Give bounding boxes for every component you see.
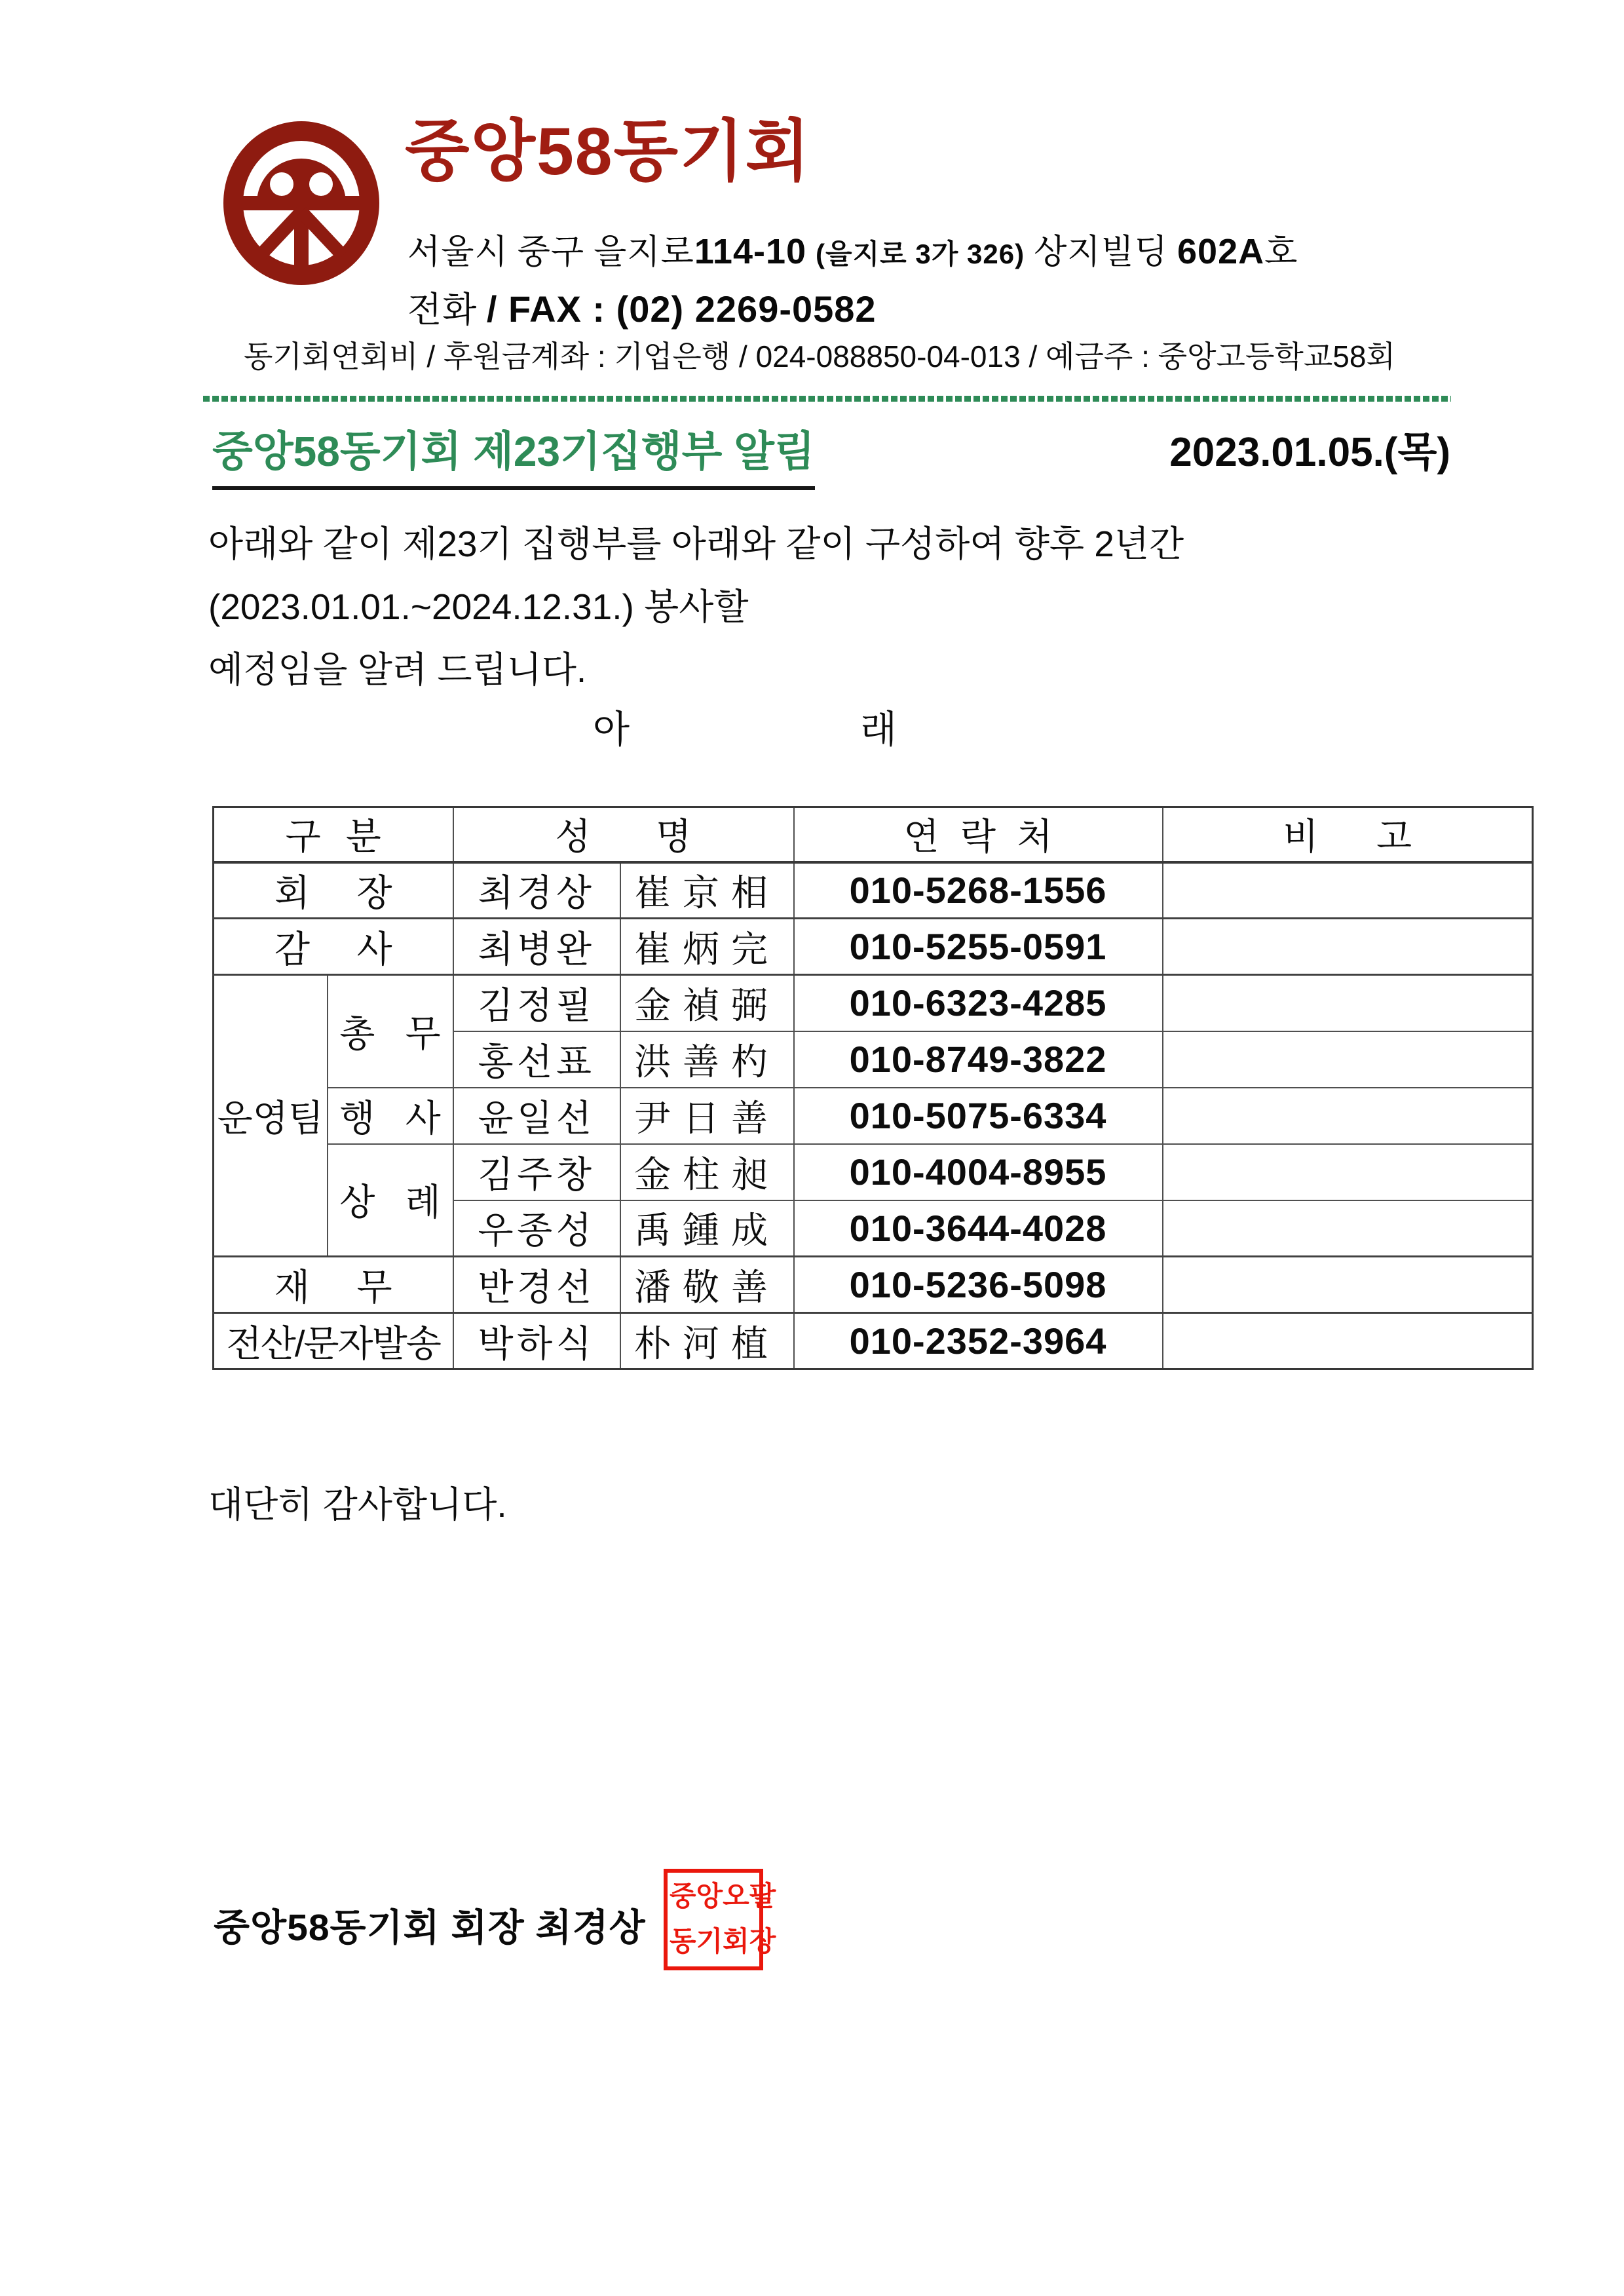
phone-label: 전화 xyxy=(407,290,478,330)
table-row-auditor xyxy=(214,919,1533,975)
seal-char: 앙 xyxy=(696,1882,723,1913)
cell-name-kor: 박하식 xyxy=(453,1313,620,1369)
table-row-haengsa xyxy=(214,1088,1533,1144)
cell-phone: 010-4004-8955 xyxy=(794,1144,1163,1200)
cell-name-hanja: 崔京相 xyxy=(620,862,794,919)
org-title-part1: 중앙 xyxy=(405,115,537,189)
cell-name-hanja: 洪善杓 xyxy=(620,1031,794,1088)
cell-role: 감 사 xyxy=(214,919,453,975)
header-gubun: 구 분 xyxy=(214,807,453,862)
notice-body-line-1: 아래와 같이 제23기 집행부를 아래와 같이 구성하여 향후 2년간 (2023.01.01.~2024.12.31.) 봉사할 xyxy=(208,524,1184,627)
cell-note xyxy=(1163,1144,1533,1200)
seal-char: 오 xyxy=(723,1882,749,1913)
phone-fax-line xyxy=(407,282,877,332)
cell-note xyxy=(1163,862,1533,919)
school-emblem-icon xyxy=(221,120,382,286)
cell-name-kor: 윤일선 xyxy=(453,1088,620,1144)
cell-phone: 010-6323-4285 xyxy=(794,975,1163,1031)
cell-role: 회 장 xyxy=(214,862,453,919)
cell-name-hanja: 金柱昶 xyxy=(620,1144,794,1200)
table-header-row xyxy=(214,807,1533,862)
cell-name-kor: 최경상 xyxy=(453,862,620,919)
table-row-treasurer xyxy=(214,1257,1533,1313)
header-note: 비 고 xyxy=(1163,807,1533,862)
cell-name-hanja: 朴河植 xyxy=(620,1313,794,1369)
address-paren: (을지로 3가 326) xyxy=(816,239,1025,269)
address-line xyxy=(407,231,1298,273)
signature-part1: 중앙 xyxy=(214,1907,288,1949)
cell-phone: 010-2352-3964 xyxy=(794,1313,1163,1369)
closing-text: 대단히 감사합니다. xyxy=(208,1484,507,1525)
cell-note xyxy=(1163,1088,1533,1144)
notice-body xyxy=(208,512,1466,701)
executive-table xyxy=(212,806,1534,1370)
school-emblem-svg xyxy=(221,120,382,286)
cell-name-kor: 홍선표 xyxy=(453,1031,620,1088)
cell-phone: 010-5075-6334 xyxy=(794,1088,1163,1144)
table-row-sangrye-1 xyxy=(214,1144,1533,1200)
table-row-president xyxy=(214,862,1533,919)
cell-role: 전산/문자발송 xyxy=(214,1313,453,1369)
cell-name-hanja: 潘敬善 xyxy=(620,1257,794,1313)
below-label-right: 래 xyxy=(860,708,897,751)
cell-name-kor: 반경선 xyxy=(453,1257,620,1313)
seal-char: 팔 xyxy=(749,1882,776,1913)
cell-name-kor: 최병완 xyxy=(453,919,620,975)
org-title-number: 58 xyxy=(537,114,614,189)
seal-char: 회 xyxy=(723,1926,749,1957)
header-contact: 연 락 처 xyxy=(794,807,1163,862)
cell-role-haengsa: 행 사 xyxy=(328,1088,453,1144)
seal-char: 기 xyxy=(696,1926,723,1957)
org-title xyxy=(405,110,811,195)
cell-phone: 010-5268-1556 xyxy=(794,862,1163,919)
cell-phone: 010-3644-4028 xyxy=(794,1200,1163,1257)
cell-name-hanja: 崔炳完 xyxy=(620,919,794,975)
org-title-part2: 동기회 xyxy=(613,115,812,189)
dashed-separator-line xyxy=(203,396,1451,402)
cell-note xyxy=(1163,919,1533,975)
seal-char: 장 xyxy=(749,1926,776,1957)
signature-line xyxy=(214,1898,646,1951)
cell-name-hanja: 禹鍾成 xyxy=(620,1200,794,1257)
address-part1: 서울시 중구 을지로 xyxy=(407,234,694,271)
cell-name-kor: 김주창 xyxy=(453,1144,620,1200)
below-label-left: 아 xyxy=(593,708,630,751)
cell-name-kor: 김정필 xyxy=(453,975,620,1031)
membership-account-line: 동기회연회비 / 후원금계좌 : 기업은행 / 024-088850-04-013 / 예금주 : 중앙고등학교58회 xyxy=(244,339,1395,373)
signature-part2: 동기회 회장 최경상 xyxy=(330,1907,646,1949)
address-room-suffix: 호 xyxy=(1264,234,1298,271)
cell-name-hanja: 尹日善 xyxy=(620,1088,794,1144)
phone-number: / FAX : (02) 2269-0582 xyxy=(486,288,877,330)
cell-phone: 010-5255-0591 xyxy=(794,919,1163,975)
table-row-it-sms xyxy=(214,1313,1533,1369)
cell-role: 재 무 xyxy=(214,1257,453,1313)
notice-heading-row xyxy=(212,418,1450,490)
cell-name-kor: 우종성 xyxy=(453,1200,620,1257)
cell-role-chongmu: 총 무 xyxy=(328,975,453,1088)
cell-phone: 010-5236-5098 xyxy=(794,1257,1163,1313)
president-seal-stamp xyxy=(664,1869,776,1970)
cell-note xyxy=(1163,975,1533,1031)
address-room: 602A xyxy=(1177,232,1265,271)
table-row-chongmu-1 xyxy=(214,975,1533,1031)
seal-char: 중 xyxy=(670,1882,696,1913)
address-number: 114-10 xyxy=(694,232,807,271)
signature-number: 58 xyxy=(287,1907,330,1949)
cell-role-sangrye: 상 례 xyxy=(328,1144,453,1257)
cell-note xyxy=(1163,1313,1533,1369)
seal-char: 동 xyxy=(670,1926,696,1957)
notice-body-line-2: 예정임을 알려 드립니다. xyxy=(208,649,587,690)
cell-phone: 010-8749-3822 xyxy=(794,1031,1163,1088)
cell-note xyxy=(1163,1257,1533,1313)
below-label xyxy=(593,698,897,754)
cell-name-hanja: 金禎弼 xyxy=(620,975,794,1031)
cell-note xyxy=(1163,1031,1533,1088)
cell-note xyxy=(1163,1200,1533,1257)
address-part2: 상지빌딩 xyxy=(1034,234,1169,271)
notice-title: 중앙58동기회 제23기집행부 알림 xyxy=(212,418,815,490)
cell-team-label: 운영팀 xyxy=(214,975,328,1257)
notice-date: 2023.01.05.(목) xyxy=(1169,430,1450,475)
header-name: 성 명 xyxy=(453,807,794,862)
